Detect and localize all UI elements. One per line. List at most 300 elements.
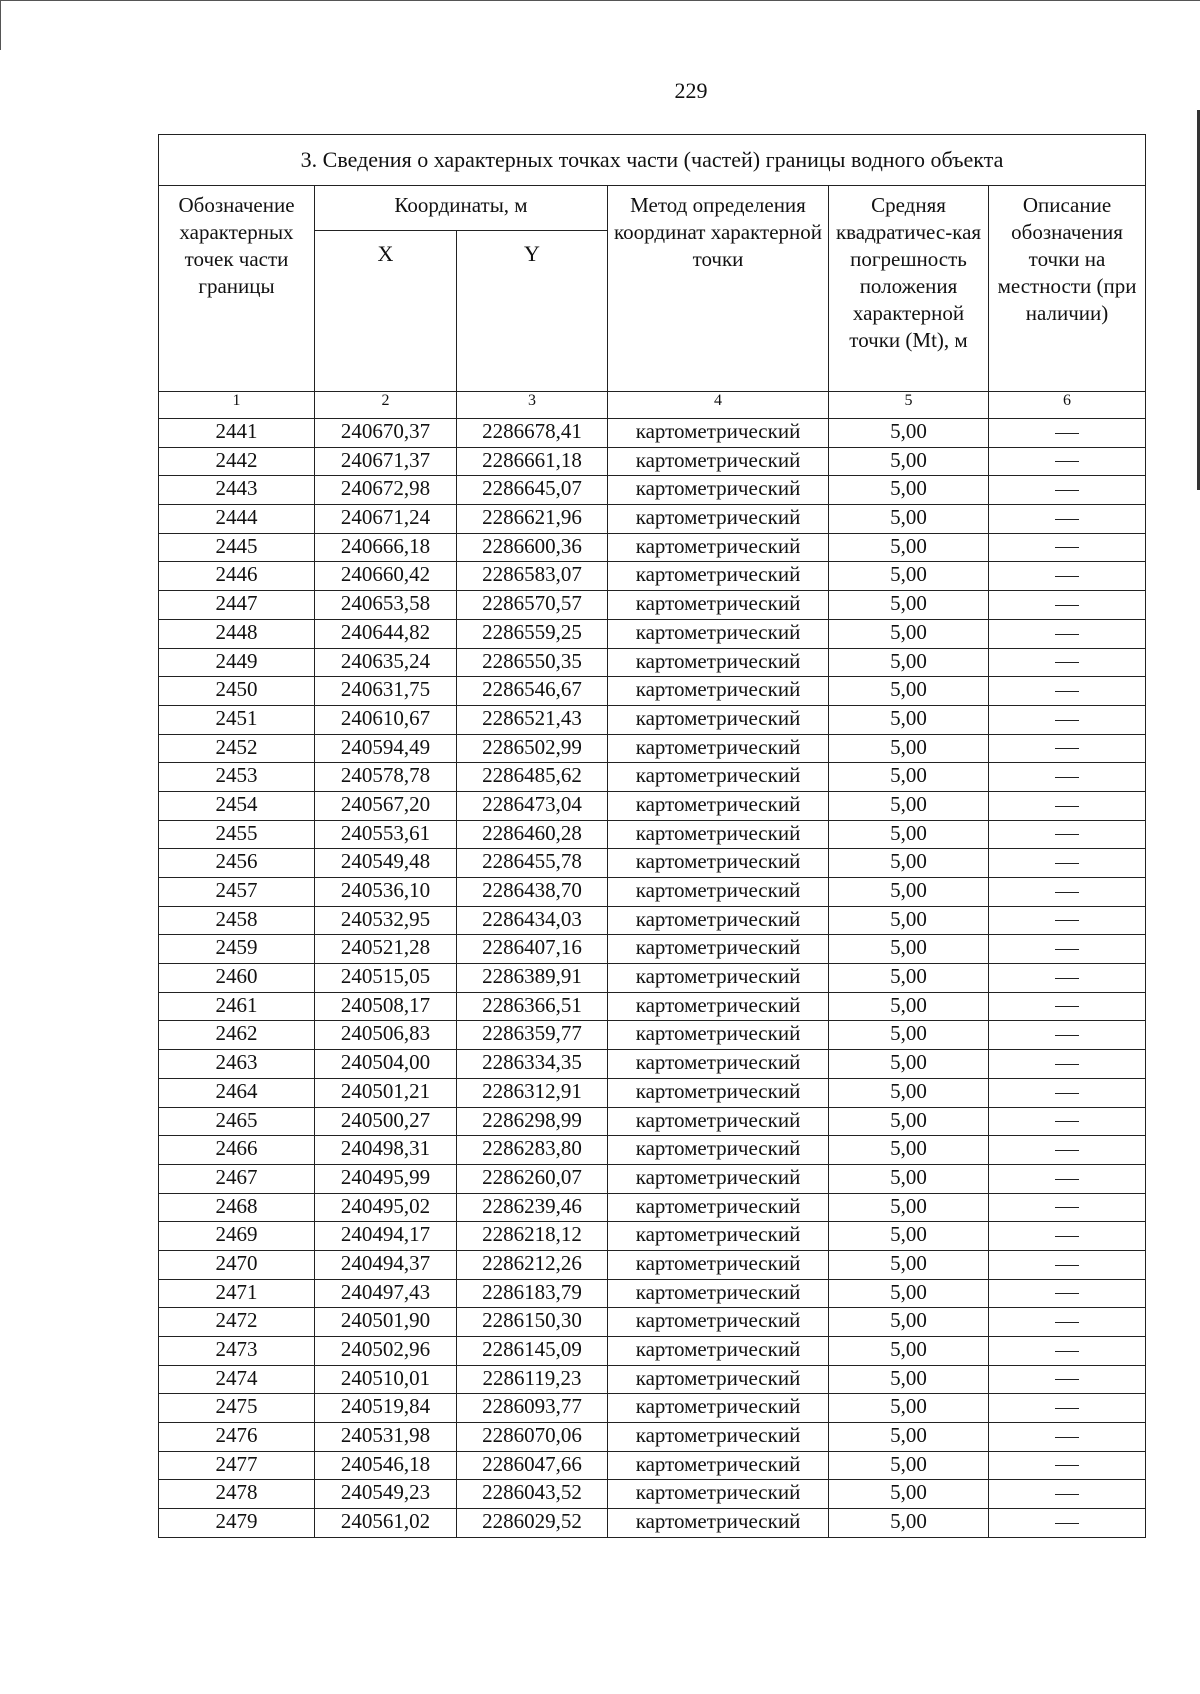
table-row xyxy=(159,1365,1146,1394)
description-cell xyxy=(989,964,1146,993)
description-cell xyxy=(989,591,1146,620)
x-coordinate-cell: 240567,20 xyxy=(315,791,457,820)
x-coordinate-cell: 240497,43 xyxy=(315,1279,457,1308)
y-coordinate-cell: 2286283,80 xyxy=(457,1136,608,1165)
y-coordinate-cell: 2286434,03 xyxy=(457,906,608,935)
description-cell xyxy=(989,419,1146,448)
column-number: 6 xyxy=(989,392,1146,419)
description-cell xyxy=(989,1308,1146,1337)
x-coordinate-cell: 240495,02 xyxy=(315,1193,457,1222)
method-cell: картометрический xyxy=(608,1107,829,1136)
y-coordinate-cell: 2286093,77 xyxy=(457,1394,608,1423)
empty-dash xyxy=(1055,1207,1079,1208)
method-cell: картометрический xyxy=(608,992,829,1021)
x-coordinate-cell: 240644,82 xyxy=(315,619,457,648)
method-cell: картометрический xyxy=(608,705,829,734)
point-id-cell: 2448 xyxy=(159,619,315,648)
point-id-cell: 2442 xyxy=(159,447,315,476)
empty-dash xyxy=(1055,1006,1079,1007)
point-id-cell: 2451 xyxy=(159,705,315,734)
method-cell: картометрический xyxy=(608,562,829,591)
description-cell xyxy=(989,1107,1146,1136)
point-id-cell: 2465 xyxy=(159,1107,315,1136)
error-cell: 5,00 xyxy=(829,763,989,792)
empty-dash xyxy=(1055,461,1079,462)
x-coordinate-cell: 240506,83 xyxy=(315,1021,457,1050)
y-coordinate-cell: 2286212,26 xyxy=(457,1250,608,1279)
x-coordinate-cell: 240494,37 xyxy=(315,1250,457,1279)
method-cell: картометрический xyxy=(608,1394,829,1423)
table-row xyxy=(159,1078,1146,1107)
table-row xyxy=(159,1136,1146,1165)
description-cell xyxy=(989,992,1146,1021)
x-coordinate-cell: 240494,17 xyxy=(315,1222,457,1251)
y-coordinate-cell: 2286485,62 xyxy=(457,763,608,792)
error-cell: 5,00 xyxy=(829,964,989,993)
description-cell xyxy=(989,1136,1146,1165)
table-row xyxy=(159,419,1146,448)
empty-dash xyxy=(1055,806,1079,807)
y-coordinate-cell: 2286366,51 xyxy=(457,992,608,1021)
point-id-cell: 2463 xyxy=(159,1050,315,1079)
method-cell: картометрический xyxy=(608,1509,829,1538)
y-coordinate-cell: 2286070,06 xyxy=(457,1423,608,1452)
table-row xyxy=(159,1279,1146,1308)
point-id-cell: 2466 xyxy=(159,1136,315,1165)
empty-dash xyxy=(1055,1437,1079,1438)
point-id-cell: 2449 xyxy=(159,648,315,677)
method-cell: картометрический xyxy=(608,1222,829,1251)
description-cell xyxy=(989,935,1146,964)
x-coordinate-cell: 240670,37 xyxy=(315,419,457,448)
y-coordinate-cell: 2286600,36 xyxy=(457,533,608,562)
method-cell: картометрический xyxy=(608,1164,829,1193)
header-x: X xyxy=(315,231,457,392)
method-cell: картометрический xyxy=(608,906,829,935)
point-id-cell: 2474 xyxy=(159,1365,315,1394)
table-row xyxy=(159,1164,1146,1193)
y-coordinate-cell: 2286546,67 xyxy=(457,677,608,706)
description-cell xyxy=(989,820,1146,849)
empty-dash xyxy=(1055,490,1079,491)
table-row xyxy=(159,619,1146,648)
y-coordinate-cell: 2286583,07 xyxy=(457,562,608,591)
x-coordinate-cell: 240501,21 xyxy=(315,1078,457,1107)
description-cell xyxy=(989,562,1146,591)
empty-dash xyxy=(1055,433,1079,434)
y-coordinate-cell: 2286570,57 xyxy=(457,591,608,620)
header-y: Y xyxy=(457,231,608,392)
table-row xyxy=(159,1222,1146,1251)
table-row xyxy=(159,878,1146,907)
x-coordinate-cell: 240521,28 xyxy=(315,935,457,964)
x-coordinate-cell: 240508,17 xyxy=(315,992,457,1021)
empty-dash xyxy=(1055,863,1079,864)
x-coordinate-cell: 240515,05 xyxy=(315,964,457,993)
error-cell: 5,00 xyxy=(829,562,989,591)
x-coordinate-cell: 240578,78 xyxy=(315,763,457,792)
y-coordinate-cell: 2286455,78 xyxy=(457,849,608,878)
error-cell: 5,00 xyxy=(829,1078,989,1107)
empty-dash xyxy=(1055,1035,1079,1036)
point-id-cell: 2450 xyxy=(159,677,315,706)
table-title-row xyxy=(159,135,1146,186)
description-cell xyxy=(989,677,1146,706)
y-coordinate-cell: 2286218,12 xyxy=(457,1222,608,1251)
empty-dash xyxy=(1055,834,1079,835)
method-cell: картометрический xyxy=(608,1050,829,1079)
x-coordinate-cell: 240502,96 xyxy=(315,1337,457,1366)
description-cell xyxy=(989,1250,1146,1279)
table-row xyxy=(159,1423,1146,1452)
empty-dash xyxy=(1055,1465,1079,1466)
x-coordinate-cell: 240594,49 xyxy=(315,734,457,763)
y-coordinate-cell: 2286645,07 xyxy=(457,476,608,505)
column-number: 1 xyxy=(159,392,315,419)
description-cell xyxy=(989,1509,1146,1538)
y-coordinate-cell: 2286183,79 xyxy=(457,1279,608,1308)
point-id-cell: 2468 xyxy=(159,1193,315,1222)
header-description: Описание обозначения точки на местности (при наличии) xyxy=(989,186,1146,392)
point-id-cell: 2443 xyxy=(159,476,315,505)
header-method: Метод определения координат характерной точки xyxy=(608,186,829,392)
table-row xyxy=(159,533,1146,562)
description-cell xyxy=(989,476,1146,505)
error-cell: 5,00 xyxy=(829,734,989,763)
empty-dash xyxy=(1055,547,1079,548)
table-row xyxy=(159,964,1146,993)
error-cell: 5,00 xyxy=(829,648,989,677)
table-row xyxy=(159,447,1146,476)
method-cell: картометрический xyxy=(608,591,829,620)
error-cell: 5,00 xyxy=(829,1136,989,1165)
method-cell: картометрический xyxy=(608,419,829,448)
table-row xyxy=(159,763,1146,792)
y-coordinate-cell: 2286502,99 xyxy=(457,734,608,763)
point-id-cell: 2454 xyxy=(159,791,315,820)
method-cell: картометрический xyxy=(608,1193,829,1222)
method-cell: картометрический xyxy=(608,1451,829,1480)
empty-dash xyxy=(1055,949,1079,950)
table-row xyxy=(159,1308,1146,1337)
empty-dash xyxy=(1055,1064,1079,1065)
y-coordinate-cell: 2286043,52 xyxy=(457,1480,608,1509)
x-coordinate-cell: 240519,84 xyxy=(315,1394,457,1423)
error-cell: 5,00 xyxy=(829,419,989,448)
empty-dash xyxy=(1055,1093,1079,1094)
y-coordinate-cell: 2286678,41 xyxy=(457,419,608,448)
y-coordinate-cell: 2286298,99 xyxy=(457,1107,608,1136)
empty-dash xyxy=(1055,1179,1079,1180)
y-coordinate-cell: 2286389,91 xyxy=(457,964,608,993)
empty-dash xyxy=(1055,1523,1079,1524)
error-cell: 5,00 xyxy=(829,1480,989,1509)
description-cell xyxy=(989,878,1146,907)
description-cell xyxy=(989,705,1146,734)
table-row xyxy=(159,677,1146,706)
point-id-cell: 2445 xyxy=(159,533,315,562)
point-id-cell: 2453 xyxy=(159,763,315,792)
error-cell: 5,00 xyxy=(829,533,989,562)
description-cell xyxy=(989,906,1146,935)
y-coordinate-cell: 2286559,25 xyxy=(457,619,608,648)
error-cell: 5,00 xyxy=(829,677,989,706)
header-row xyxy=(159,186,1146,231)
point-id-cell: 2467 xyxy=(159,1164,315,1193)
empty-dash xyxy=(1055,920,1079,921)
description-cell xyxy=(989,791,1146,820)
empty-dash xyxy=(1055,892,1079,893)
x-coordinate-cell: 240561,02 xyxy=(315,1509,457,1538)
method-cell: картометрический xyxy=(608,1250,829,1279)
empty-dash xyxy=(1055,1494,1079,1495)
error-cell: 5,00 xyxy=(829,591,989,620)
table-row xyxy=(159,791,1146,820)
boundary-points-table xyxy=(158,134,1146,1538)
point-id-cell: 2476 xyxy=(159,1423,315,1452)
point-id-cell: 2478 xyxy=(159,1480,315,1509)
method-cell: картометрический xyxy=(608,505,829,534)
method-cell: картометрический xyxy=(608,820,829,849)
table-row xyxy=(159,1107,1146,1136)
error-cell: 5,00 xyxy=(829,476,989,505)
description-cell xyxy=(989,734,1146,763)
point-id-cell: 2473 xyxy=(159,1337,315,1366)
table-row xyxy=(159,1480,1146,1509)
method-cell: картометрический xyxy=(608,619,829,648)
point-id-cell: 2469 xyxy=(159,1222,315,1251)
x-coordinate-cell: 240500,27 xyxy=(315,1107,457,1136)
method-cell: картометрический xyxy=(608,476,829,505)
empty-dash xyxy=(1055,1150,1079,1151)
table-row xyxy=(159,935,1146,964)
point-id-cell: 2458 xyxy=(159,906,315,935)
error-cell: 5,00 xyxy=(829,1394,989,1423)
error-cell: 5,00 xyxy=(829,820,989,849)
y-coordinate-cell: 2286473,04 xyxy=(457,791,608,820)
description-cell xyxy=(989,1193,1146,1222)
point-id-cell: 2455 xyxy=(159,820,315,849)
description-cell xyxy=(989,1337,1146,1366)
description-cell xyxy=(989,1222,1146,1251)
y-coordinate-cell: 2286621,96 xyxy=(457,505,608,534)
description-cell xyxy=(989,1078,1146,1107)
x-coordinate-cell: 240671,37 xyxy=(315,447,457,476)
point-id-cell: 2452 xyxy=(159,734,315,763)
empty-dash xyxy=(1055,662,1079,663)
empty-dash xyxy=(1055,1236,1079,1237)
table-row xyxy=(159,1050,1146,1079)
empty-dash xyxy=(1055,634,1079,635)
header-coordinates: Координаты, м xyxy=(315,186,608,231)
empty-dash xyxy=(1055,1379,1079,1380)
description-cell xyxy=(989,1394,1146,1423)
y-coordinate-cell: 2286239,46 xyxy=(457,1193,608,1222)
point-id-cell: 2456 xyxy=(159,849,315,878)
x-coordinate-cell: 240660,42 xyxy=(315,562,457,591)
point-id-cell: 2464 xyxy=(159,1078,315,1107)
method-cell: картометрический xyxy=(608,734,829,763)
x-coordinate-cell: 240510,01 xyxy=(315,1365,457,1394)
table-row xyxy=(159,1193,1146,1222)
error-cell: 5,00 xyxy=(829,1250,989,1279)
error-cell: 5,00 xyxy=(829,1164,989,1193)
y-coordinate-cell: 2286521,43 xyxy=(457,705,608,734)
x-coordinate-cell: 240635,24 xyxy=(315,648,457,677)
error-cell: 5,00 xyxy=(829,705,989,734)
table-row xyxy=(159,1250,1146,1279)
table-row xyxy=(159,1394,1146,1423)
point-id-cell: 2460 xyxy=(159,964,315,993)
method-cell: картометрический xyxy=(608,1480,829,1509)
description-cell xyxy=(989,1365,1146,1394)
description-cell xyxy=(989,447,1146,476)
table-row xyxy=(159,648,1146,677)
method-cell: картометрический xyxy=(608,1021,829,1050)
x-coordinate-cell: 240495,99 xyxy=(315,1164,457,1193)
header-designation: Обозначение характерных точек части границы xyxy=(159,186,315,392)
y-coordinate-cell: 2286047,66 xyxy=(457,1451,608,1480)
table-row xyxy=(159,849,1146,878)
table-title: 3. Сведения о характерных точках части (частей) границы водного объекта xyxy=(159,135,1146,186)
x-coordinate-cell: 240671,24 xyxy=(315,505,457,534)
column-number: 3 xyxy=(457,392,608,419)
page-number: 229 xyxy=(674,78,708,103)
method-cell: картометрический xyxy=(608,1423,829,1452)
x-coordinate-cell: 240536,10 xyxy=(315,878,457,907)
y-coordinate-cell: 2286359,77 xyxy=(457,1021,608,1050)
error-cell: 5,00 xyxy=(829,935,989,964)
scan-edge-left xyxy=(0,0,1,50)
error-cell: 5,00 xyxy=(829,1509,989,1538)
description-cell xyxy=(989,763,1146,792)
table-body xyxy=(159,419,1146,1538)
method-cell: картометрический xyxy=(608,1279,829,1308)
empty-dash xyxy=(1055,605,1079,606)
error-cell: 5,00 xyxy=(829,992,989,1021)
table-row xyxy=(159,992,1146,1021)
description-cell xyxy=(989,1050,1146,1079)
error-cell: 5,00 xyxy=(829,1107,989,1136)
method-cell: картометрический xyxy=(608,935,829,964)
table-row xyxy=(159,562,1146,591)
header-error: Средняя квадратичес-кая погрешность положения характерной точки (Mt), м xyxy=(829,186,989,392)
table-row xyxy=(159,1451,1146,1480)
table-row xyxy=(159,591,1146,620)
y-coordinate-cell: 2286407,16 xyxy=(457,935,608,964)
method-cell: картометрический xyxy=(608,878,829,907)
description-cell xyxy=(989,533,1146,562)
point-id-cell: 2471 xyxy=(159,1279,315,1308)
method-cell: картометрический xyxy=(608,849,829,878)
empty-dash xyxy=(1055,1408,1079,1409)
method-cell: картометрический xyxy=(608,533,829,562)
method-cell: картометрический xyxy=(608,677,829,706)
point-id-cell: 2477 xyxy=(159,1451,315,1480)
error-cell: 5,00 xyxy=(829,1193,989,1222)
description-cell xyxy=(989,1451,1146,1480)
table-row xyxy=(159,505,1146,534)
y-coordinate-cell: 2286550,35 xyxy=(457,648,608,677)
error-cell: 5,00 xyxy=(829,1279,989,1308)
error-cell: 5,00 xyxy=(829,619,989,648)
table-row xyxy=(159,734,1146,763)
x-coordinate-cell: 240666,18 xyxy=(315,533,457,562)
column-number: 4 xyxy=(608,392,829,419)
column-number: 2 xyxy=(315,392,457,419)
y-coordinate-cell: 2286661,18 xyxy=(457,447,608,476)
empty-dash xyxy=(1055,777,1079,778)
description-cell xyxy=(989,1480,1146,1509)
empty-dash xyxy=(1055,1322,1079,1323)
y-coordinate-cell: 2286145,09 xyxy=(457,1337,608,1366)
empty-dash xyxy=(1055,720,1079,721)
error-cell: 5,00 xyxy=(829,878,989,907)
method-cell: картометрический xyxy=(608,1308,829,1337)
table-row xyxy=(159,1509,1146,1538)
point-id-cell: 2446 xyxy=(159,562,315,591)
point-id-cell: 2459 xyxy=(159,935,315,964)
table-row xyxy=(159,476,1146,505)
empty-dash xyxy=(1055,519,1079,520)
point-id-cell: 2475 xyxy=(159,1394,315,1423)
method-cell: картометрический xyxy=(608,1136,829,1165)
x-coordinate-cell: 240549,23 xyxy=(315,1480,457,1509)
x-coordinate-cell: 240653,58 xyxy=(315,591,457,620)
x-coordinate-cell: 240498,31 xyxy=(315,1136,457,1165)
x-coordinate-cell: 240553,61 xyxy=(315,820,457,849)
x-coordinate-cell: 240532,95 xyxy=(315,906,457,935)
empty-dash xyxy=(1055,576,1079,577)
error-cell: 5,00 xyxy=(829,1337,989,1366)
table-row xyxy=(159,1021,1146,1050)
empty-dash xyxy=(1055,1121,1079,1122)
point-id-cell: 2479 xyxy=(159,1509,315,1538)
y-coordinate-cell: 2286334,35 xyxy=(457,1050,608,1079)
empty-dash xyxy=(1055,1293,1079,1294)
y-coordinate-cell: 2286312,91 xyxy=(457,1078,608,1107)
error-cell: 5,00 xyxy=(829,505,989,534)
description-cell xyxy=(989,1021,1146,1050)
empty-dash xyxy=(1055,691,1079,692)
point-id-cell: 2444 xyxy=(159,505,315,534)
x-coordinate-cell: 240610,67 xyxy=(315,705,457,734)
description-cell xyxy=(989,648,1146,677)
method-cell: картометрический xyxy=(608,1337,829,1366)
description-cell xyxy=(989,1164,1146,1193)
method-cell: картометрический xyxy=(608,1078,829,1107)
table-row xyxy=(159,906,1146,935)
column-numbers-row xyxy=(159,392,1146,419)
error-cell: 5,00 xyxy=(829,906,989,935)
table-row xyxy=(159,1337,1146,1366)
method-cell: картометрический xyxy=(608,447,829,476)
y-coordinate-cell: 2286438,70 xyxy=(457,878,608,907)
x-coordinate-cell: 240546,18 xyxy=(315,1451,457,1480)
description-cell xyxy=(989,619,1146,648)
y-coordinate-cell: 2286150,30 xyxy=(457,1308,608,1337)
x-coordinate-cell: 240549,48 xyxy=(315,849,457,878)
method-cell: картометрический xyxy=(608,763,829,792)
error-cell: 5,00 xyxy=(829,1423,989,1452)
x-coordinate-cell: 240531,98 xyxy=(315,1423,457,1452)
x-coordinate-cell: 240631,75 xyxy=(315,677,457,706)
y-coordinate-cell: 2286260,07 xyxy=(457,1164,608,1193)
point-id-cell: 2461 xyxy=(159,992,315,1021)
x-coordinate-cell: 240672,98 xyxy=(315,476,457,505)
method-cell: картометрический xyxy=(608,648,829,677)
empty-dash xyxy=(1055,748,1079,749)
